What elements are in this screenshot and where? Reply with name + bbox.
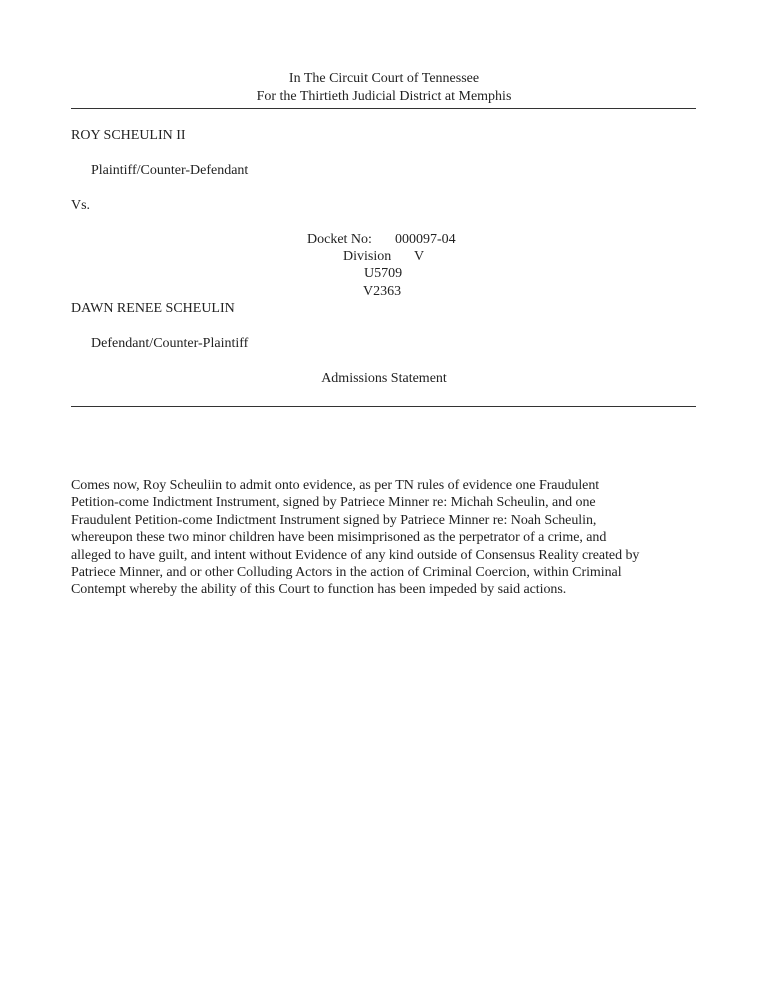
statement-paragraph [71,477,701,599]
plaintiff-name: ROY SCHEULIN II [71,128,186,143]
docket-label: Docket No: [307,232,372,247]
division-label: Division [343,249,392,264]
defendant-role: Defendant/Counter-Plaintiff [91,336,249,351]
document-title: Admissions Statement [321,371,447,386]
paragraph-line: alleged to have guilt, and intent without Evidence of any kind outside of Consensus Reality created by [71,547,640,563]
docket-code-2: V2363 [363,284,402,299]
defendant-name: DAWN RENEE SCHEULIN [71,301,235,316]
paragraph-line: Fraudulent Petition-come Indictment Instrument signed by Patriece Minner re: Noah Scheulin, [71,512,597,528]
paragraph-line: whereupon these two minor children have been misimprisoned as the perpetrator of a crime, and [71,530,607,546]
paragraph-line: Contempt whereby the ability of this Court to function has been impeded by said actions. [71,582,567,598]
title-divider [71,406,696,407]
court-name: In The Circuit Court of Tennessee [288,71,480,86]
court-district: For the Thirtieth Judicial District at Memphis [256,89,512,104]
versus-label: Vs. [71,198,91,213]
docket-number: 000097-04 [395,232,456,247]
paragraph-line: Comes now, Roy Scheuliin to admit onto evidence, as per TN rules of evidence one Fraudulent [71,478,600,493]
docket-code-1: U5709 [364,266,403,281]
paragraph-line: Petition-come Indictment Instrument, signed by Patriece Minner re: Michah Scheulin, and one [71,495,596,511]
plaintiff-role: Plaintiff/Counter-Defendant [91,163,249,178]
paragraph-line: Patriece Minner, and or other Colluding Actors in the action of Criminal Coercion, within Criminal [71,565,622,581]
header-divider [71,108,696,109]
division-value: V [414,249,425,264]
